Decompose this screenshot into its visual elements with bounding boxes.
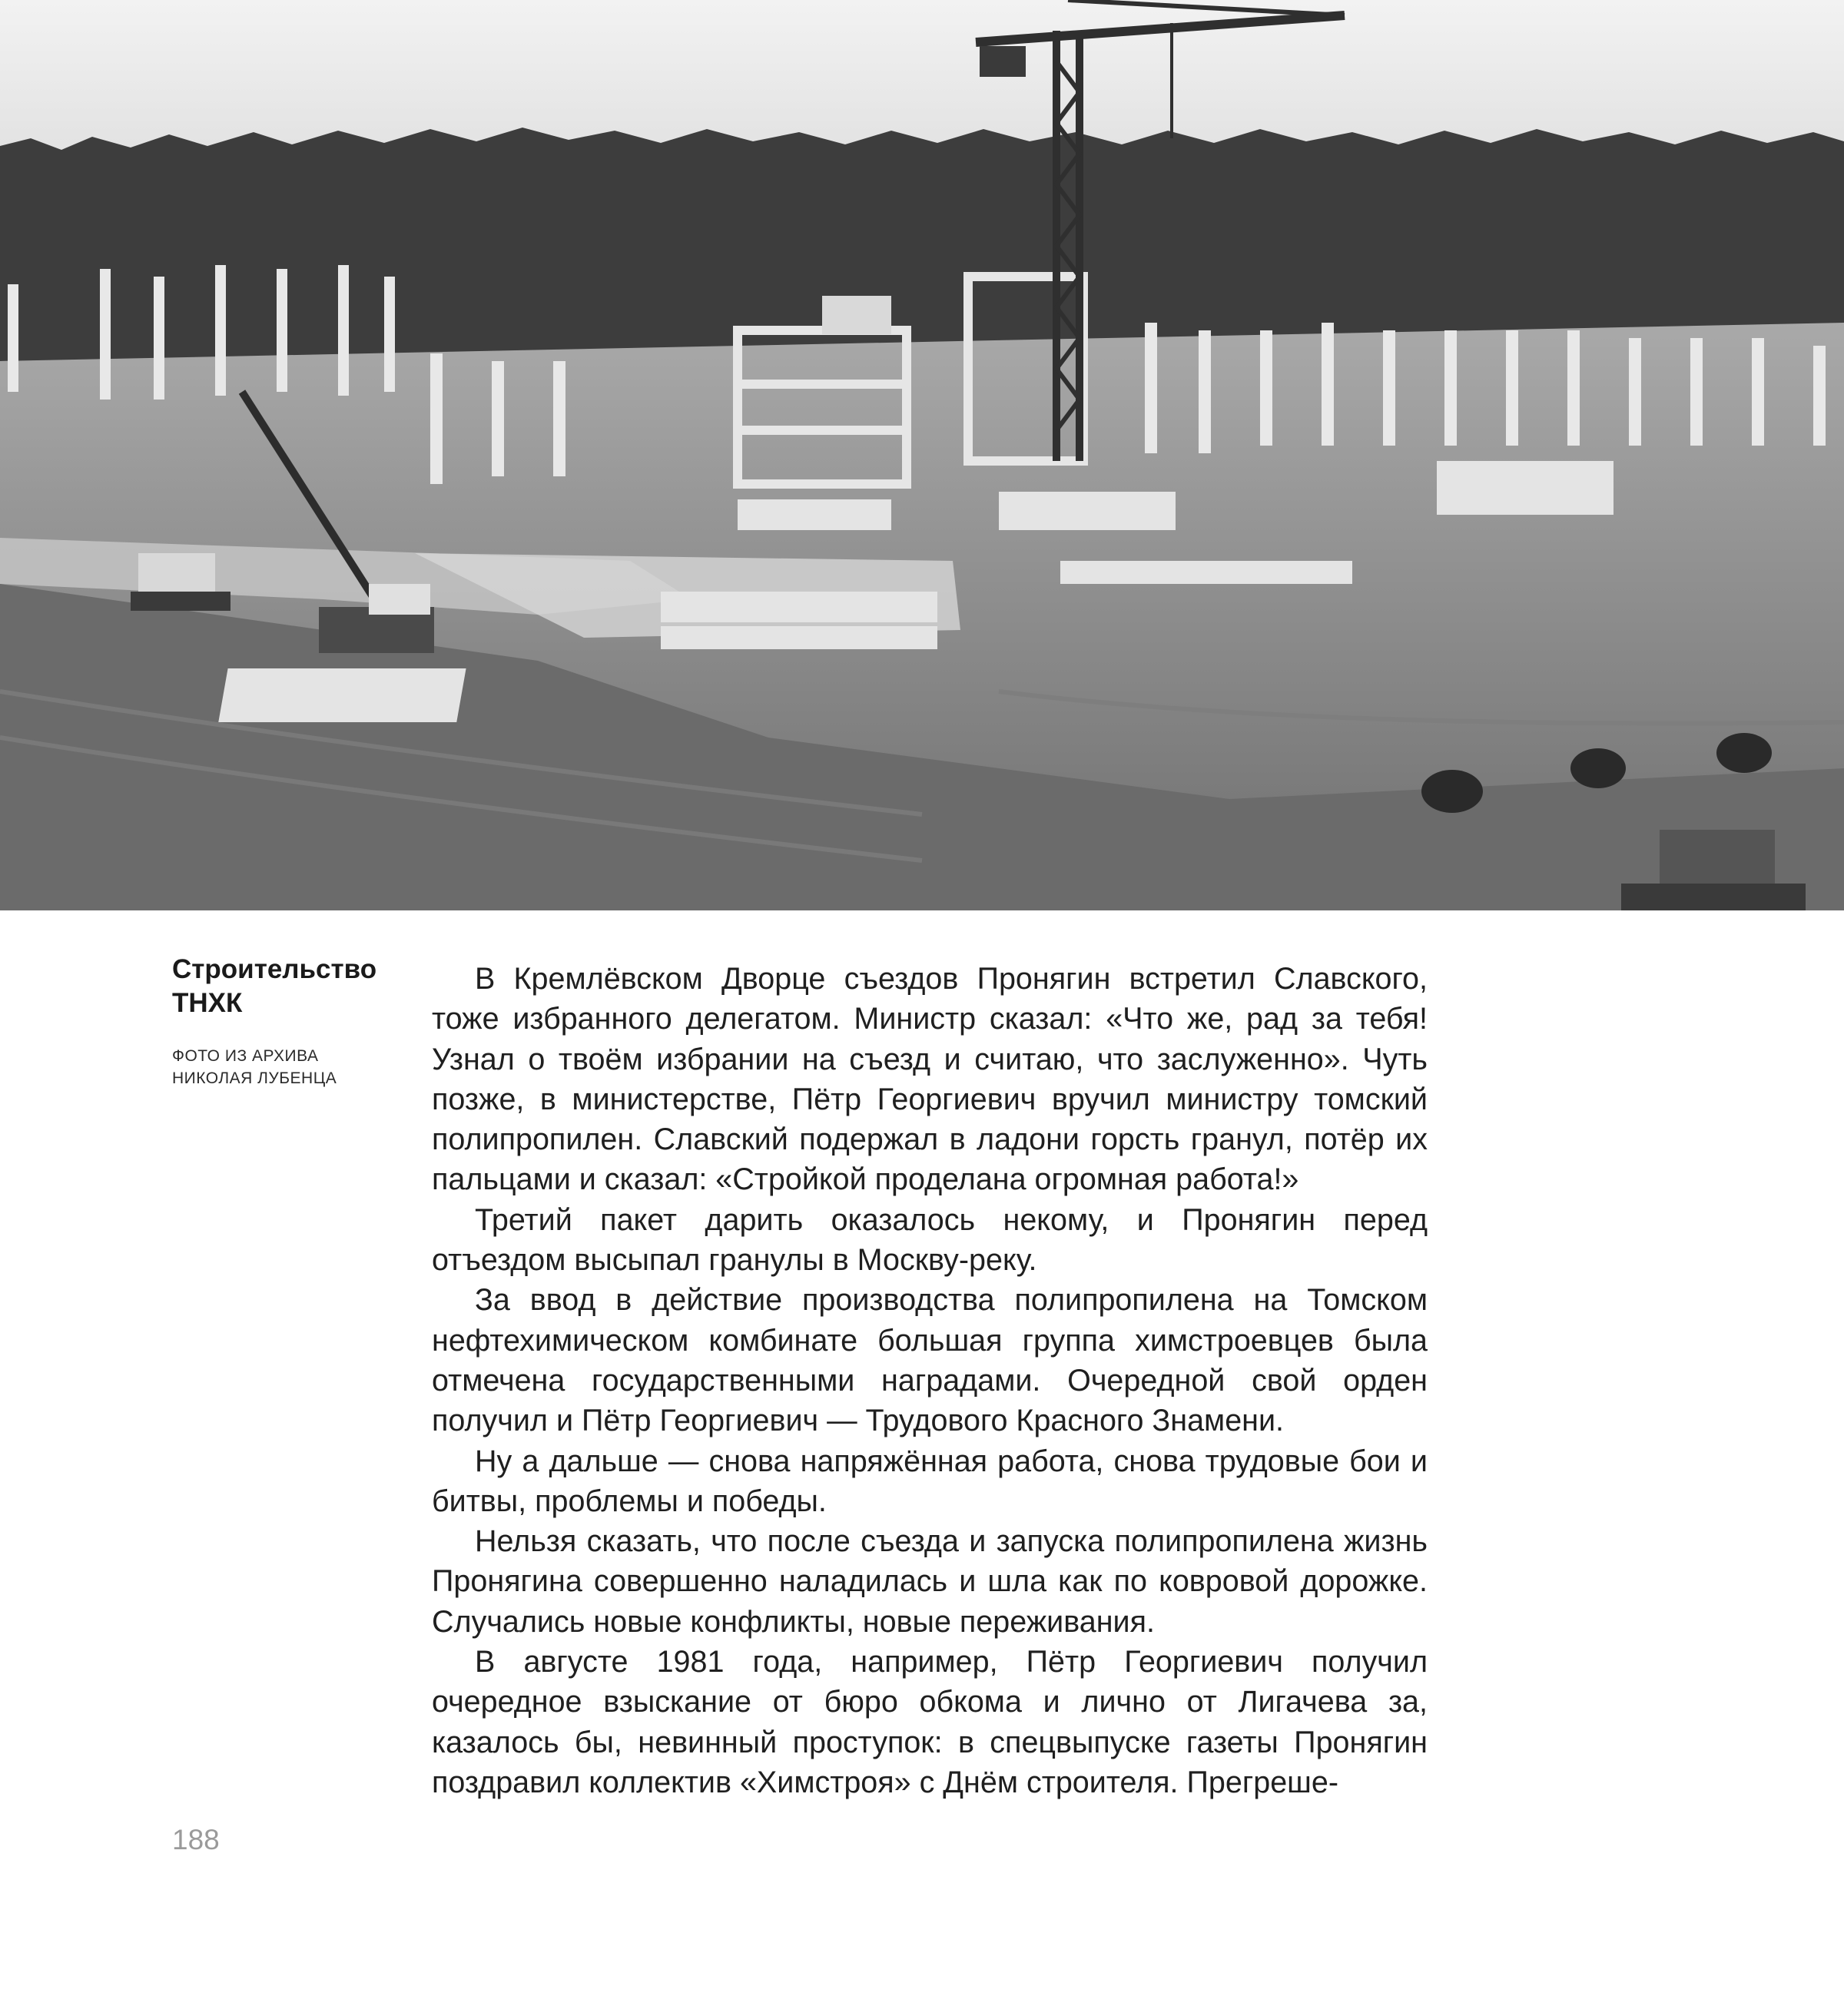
- photo-illustration: [0, 0, 1844, 910]
- paragraph: За ввод в действие производства полипропилена на Томском нефтехимическом комбинате большая группа химстроевцев была отмечена государственными наградами. Очередной свой орден получил и Пётр Георгиевич — Трудового Красного Знамени.: [432, 1283, 1428, 1438]
- paragraph: Нельзя сказать, что после съезда и запуска полипропилена жизнь Пронягина совершенно наладилась и шла как по ковровой дорожке. Случались новые конфликты, новые переживания.: [432, 1524, 1428, 1639]
- body-text: [432, 959, 1428, 1802]
- paragraph: Третий пакет дарить оказалось некому, и Пронягин перед отъездом высыпал гранулы в Москву-реку.: [432, 1202, 1428, 1278]
- paragraph: В августе 1981 года, например, Пётр Георгиевич получил очередное взыскание от бюро обкома и лично от Лигачева за, казалось бы, невинный проступок: в спецвыпуске газеты Пронягин поздравил коллектив «Химстроя» с Днём строителя. Прегреше-: [432, 1645, 1428, 1799]
- construction-site-photo: [0, 0, 1844, 910]
- caption-credit: ФОТО ИЗ АРХИВА НИКОЛАЯ ЛУБЕНЦА: [172, 1047, 337, 1087]
- paragraph: В Кремлёвском Дворце съездов Пронягин встретил Славского, тоже избранного делегатом. Министр сказал: «Что же, рад за тебя! Узнал о твоём избрании на съезд и считаю, что заслуженно». Чуть позже, в министерстве, Пётр Георгиевич вручил министру томский полипропилен. Славский подержал в ладони горсть гранул, потёр их пальцами и сказал: «Стройкой проделана огромная работа!»: [432, 962, 1428, 1197]
- paragraph: Ну а дальше — снова напряжённая работа, снова трудовые бои и битвы, проблемы и победы.: [432, 1444, 1428, 1518]
- caption-title: Строительство ТНХК: [172, 954, 377, 1018]
- page-number: 188: [172, 1824, 220, 1855]
- photo-caption: [172, 953, 403, 1089]
